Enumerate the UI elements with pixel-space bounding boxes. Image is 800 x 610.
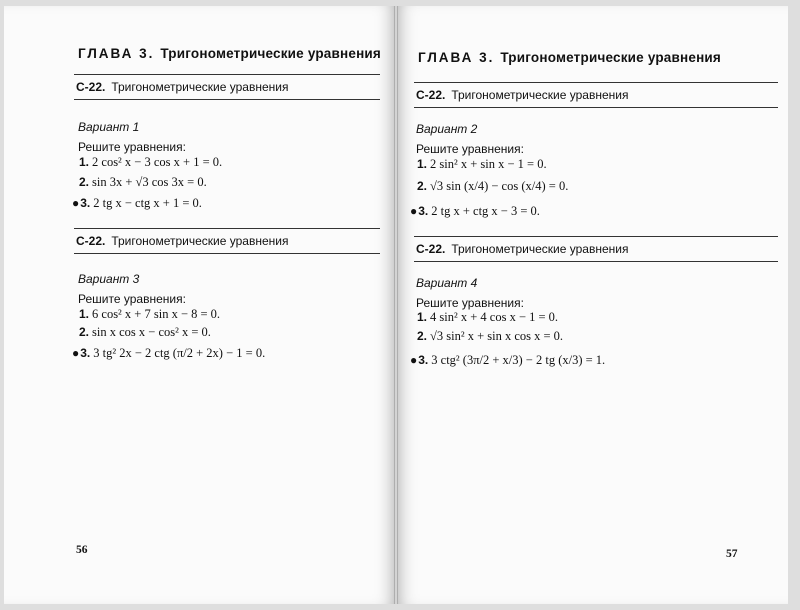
problem: 2. sin x cos x − cos² x = 0.	[79, 325, 211, 339]
instruction-text: Решите уравнения:	[78, 140, 186, 154]
problem: ●3. 2 tg x + ctg x − 3 = 0.	[410, 204, 540, 218]
problem: 2. sin 3x + √3 cos 3x = 0.	[79, 175, 207, 189]
variant-label: Вариант 1	[78, 120, 140, 134]
section-title: Тригонометрические уравнения	[451, 88, 629, 102]
problem: 1. 4 sin² x + 4 cos x − 1 = 0.	[417, 310, 559, 324]
problem: 1. 2 cos² x − 3 cos x + 1 = 0.	[79, 155, 223, 169]
page-number-left: 56	[76, 544, 88, 556]
section-code: С-22.	[416, 242, 446, 256]
variant-label: Вариант 4	[416, 276, 478, 290]
section-header-left-2	[74, 228, 380, 254]
problem: 2. √3 sin² x + sin x cos x = 0.	[417, 329, 564, 343]
section-code: С-22.	[416, 88, 446, 102]
chapter-heading-right	[418, 50, 721, 65]
problem: 1. 6 cos² x + 7 sin x − 8 = 0.	[79, 307, 221, 321]
chapter-label: ГЛАВА 3.	[418, 50, 495, 65]
section-header-left-1	[74, 74, 380, 100]
chapter-title: Тригонометрические уравнения	[500, 50, 722, 65]
chapter-heading-left	[78, 46, 381, 61]
book-spine	[394, 6, 398, 604]
section-code: С-22.	[76, 80, 106, 94]
section-title: Тригонометрические уравнения	[451, 242, 629, 256]
instruction-text: Решите уравнения:	[416, 296, 524, 310]
problem: 2. √3 sin (x/4) − cos (x/4) = 0.	[417, 179, 569, 193]
variant-label: Вариант 3	[78, 272, 140, 286]
instruction-text: Решите уравнения:	[78, 292, 186, 306]
section-title: Тригонометрические уравнения	[111, 234, 289, 248]
section-header-right-1	[414, 82, 778, 108]
chapter-label: ГЛАВА 3.	[78, 46, 155, 61]
problem: ●3. 2 tg x − ctg x + 1 = 0.	[72, 196, 202, 210]
section-title: Тригонометрические уравнения	[111, 80, 289, 94]
problem: ●3. 3 ctg² (3π/2 + x/3) − 2 tg (x/3) = 1.	[410, 353, 606, 367]
variant-label: Вариант 2	[416, 122, 478, 136]
section-header-right-2	[414, 236, 778, 262]
page-number-right: 57	[726, 548, 738, 560]
problem: 1. 2 sin² x + sin x − 1 = 0.	[417, 157, 547, 171]
section-code: С-22.	[76, 234, 106, 248]
instruction-text: Решите уравнения:	[416, 142, 524, 156]
chapter-title: Тригонометрические уравнения	[160, 46, 382, 61]
problem: ●3. 3 tg² 2x − 2 ctg (π/2 + 2x) − 1 = 0.	[72, 346, 266, 360]
